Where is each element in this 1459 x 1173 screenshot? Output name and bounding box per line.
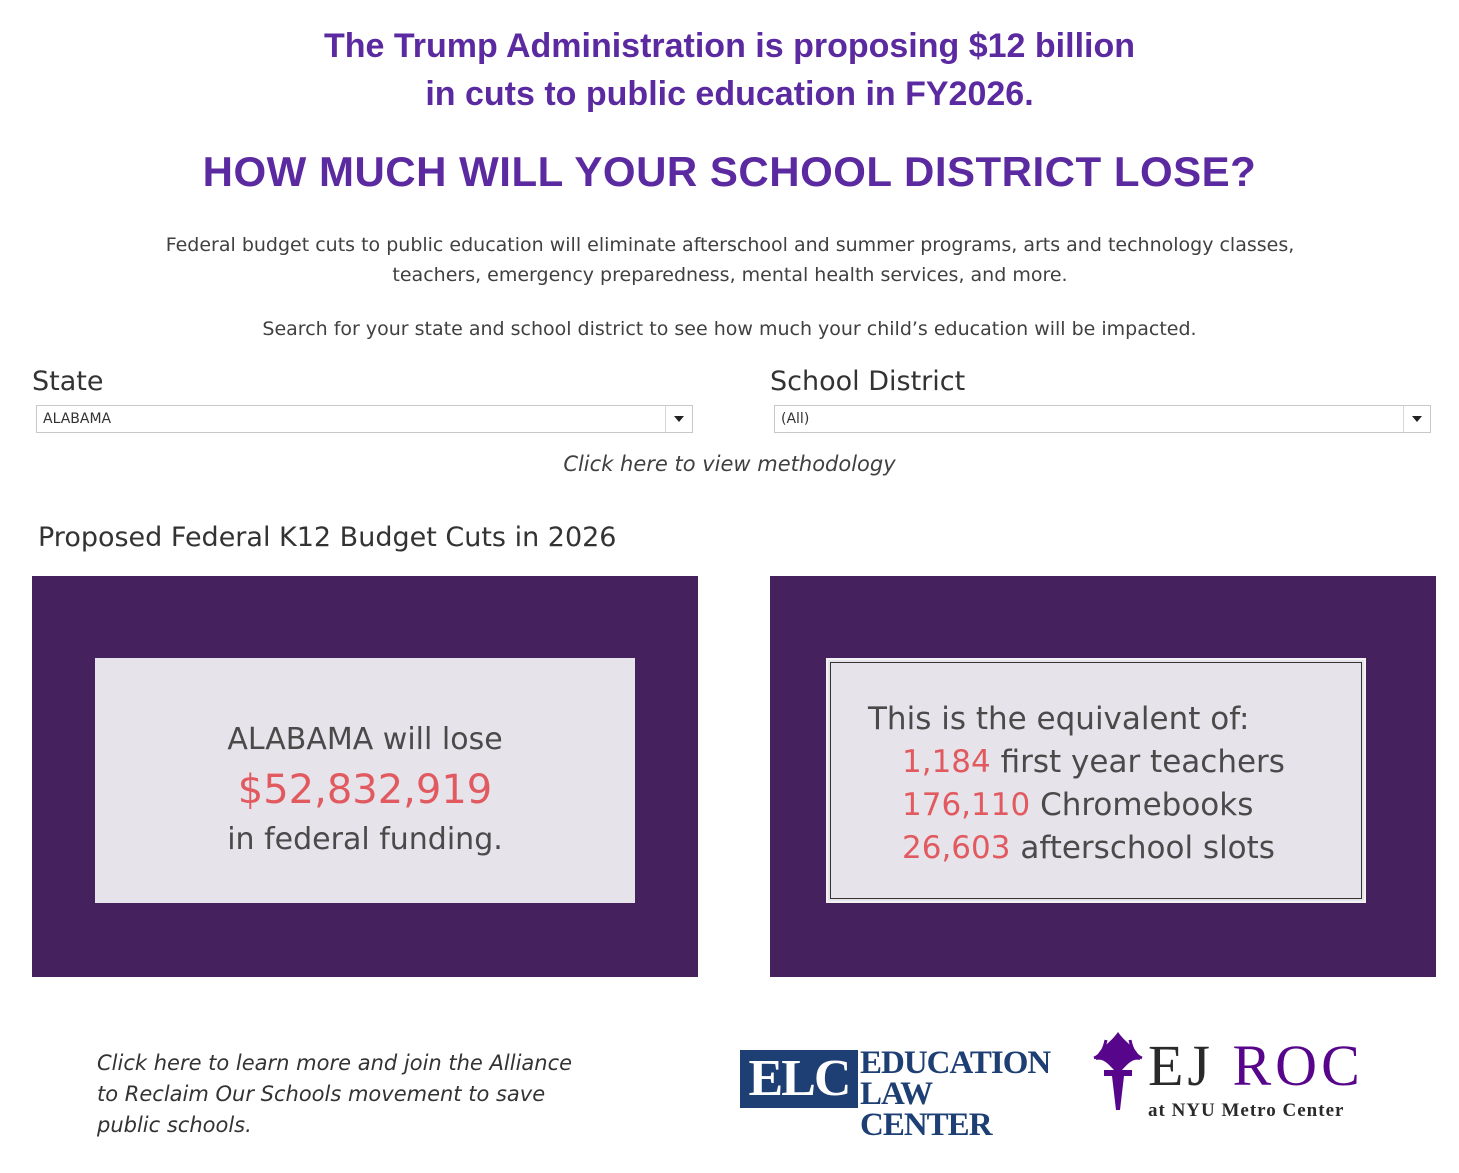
- headline-line-1: The Trump Administration is proposing $12 billion: [323, 27, 1136, 65]
- elc-line-2: LAW CENTER: [860, 1076, 992, 1143]
- loss-panel: [32, 576, 698, 977]
- loss-card: [95, 658, 635, 903]
- intro-line-1: Federal budget cuts to public education will eliminate afterschool and summer programs, arts and technology classes,: [165, 234, 1295, 256]
- state-select[interactable]: [36, 405, 693, 433]
- elc-logo[interactable]: [740, 1045, 1070, 1143]
- district-select-value: (All): [781, 411, 810, 427]
- section-title: Proposed Federal K12 Budget Cuts in 2026: [38, 522, 617, 553]
- elc-mark: ELC: [740, 1050, 858, 1108]
- search-prompt: Search for your state and school district to see how much your child’s education will be impacted.: [262, 318, 1197, 340]
- equivalent-text: [868, 698, 1285, 870]
- loss-state-line: ALABAMA will lose: [227, 722, 503, 757]
- state-select-value: ALABAMA: [43, 411, 112, 427]
- chevron-down-icon: [1412, 416, 1422, 422]
- ejroc-subtitle: at NYU Metro Center: [1148, 1100, 1345, 1121]
- district-select[interactable]: [774, 405, 1431, 433]
- alliance-line-3: public schools.: [97, 1113, 252, 1137]
- equivalent-label: first year teachers: [1000, 744, 1285, 780]
- district-dropdown-arrow[interactable]: [1403, 406, 1430, 432]
- headline-line-2: in cuts to public education in FY2026.: [425, 75, 1034, 113]
- loss-amount: $52,832,919: [237, 767, 493, 813]
- equivalent-label: afterschool slots: [1020, 830, 1275, 866]
- elc-wordmark: [860, 1045, 1070, 1143]
- equivalent-item: [868, 784, 1285, 827]
- state-label: State: [32, 366, 104, 397]
- state-dropdown-arrow[interactable]: [665, 406, 692, 432]
- equivalent-label: Chromebooks: [1040, 787, 1254, 823]
- loss-funding-line: in federal funding.: [227, 822, 503, 857]
- equivalent-value: 26,603: [902, 830, 1011, 866]
- chevron-down-icon: [674, 416, 684, 422]
- alliance-link[interactable]: [97, 1048, 597, 1141]
- ejroc-mark: [1148, 1033, 1364, 1098]
- equivalent-heading: This is the equivalent of:: [868, 701, 1250, 737]
- torch-icon: [1090, 1030, 1146, 1118]
- page-title: HOW MUCH WILL YOUR SCHOOL DISTRICT LOSE?: [202, 148, 1257, 195]
- ejroc-mark-accent: ROC: [1232, 1033, 1364, 1098]
- alliance-line-1: Click here to learn more and join the Alliance: [97, 1051, 573, 1075]
- headline: [0, 22, 1459, 118]
- loss-card-text: [95, 715, 635, 865]
- alliance-line-2: to Reclaim Our Schools movement to save: [97, 1082, 546, 1106]
- ejroc-logo[interactable]: [1090, 1030, 1380, 1125]
- intro-line-2: teachers, emergency preparedness, mental health services, and more.: [392, 264, 1068, 286]
- equivalent-item: [868, 741, 1285, 784]
- elc-line-1: EDUCATION: [860, 1045, 1051, 1081]
- methodology-link[interactable]: Click here to view methodology: [563, 452, 896, 476]
- equivalent-item: [868, 827, 1285, 870]
- equivalent-card: [826, 658, 1366, 903]
- intro-text: [80, 230, 1380, 290]
- equivalent-panel: [770, 576, 1436, 977]
- ejroc-mark-text: EJ: [1148, 1033, 1214, 1098]
- equivalent-value: 1,184: [902, 744, 991, 780]
- equivalent-value: 176,110: [902, 787, 1031, 823]
- district-label: School District: [770, 366, 966, 397]
